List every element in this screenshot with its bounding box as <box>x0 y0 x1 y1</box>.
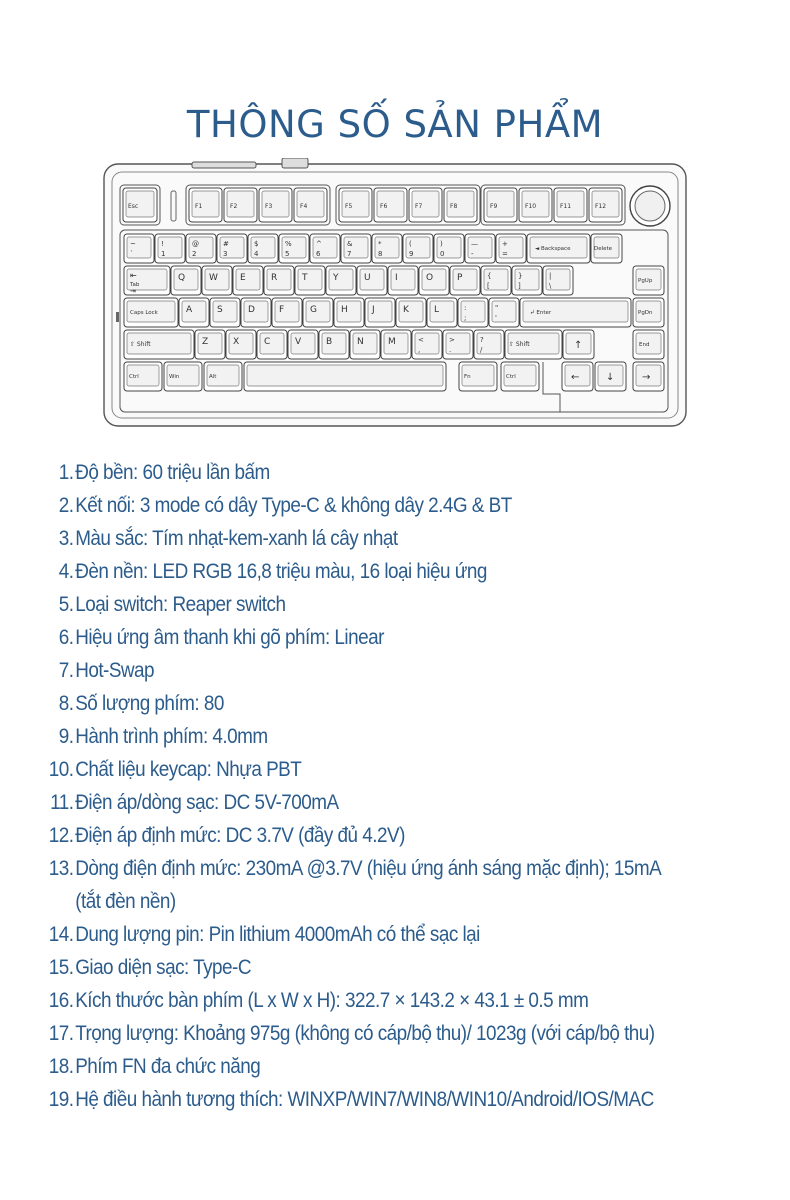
shift-label: ⇧ Shift <box>509 341 530 348</box>
spec-number: 7. <box>58 658 74 682</box>
spec-text: Màu sắc: Tím nhạt-kem-xanh lá cây nhạt <box>75 526 398 550</box>
keycap <box>257 330 287 359</box>
keycap <box>155 234 185 263</box>
key-label: V <box>295 337 302 347</box>
spec-number: 19. <box>48 1087 74 1111</box>
key-label: N <box>357 337 364 347</box>
key-label: F1 <box>195 203 203 210</box>
key-label: . <box>449 346 452 354</box>
keycap <box>259 188 292 222</box>
keyboard-illustration <box>100 158 690 430</box>
key-label: ` <box>130 250 134 258</box>
key-label: 3 <box>223 250 228 258</box>
keycap <box>396 298 426 327</box>
keycap <box>210 298 240 327</box>
spec-number: 14. <box>48 922 74 946</box>
key-label: Z <box>202 337 209 347</box>
keycap <box>124 234 154 263</box>
keycap <box>374 188 407 222</box>
key-label: ) <box>440 240 443 248</box>
keycap <box>326 266 356 295</box>
spec-item <box>40 720 674 753</box>
keycap <box>543 266 573 295</box>
spec-item <box>40 1083 674 1116</box>
arrow-down-icon: ↓ <box>606 372 615 383</box>
keycap <box>303 298 333 327</box>
key-label: K <box>403 305 409 315</box>
keycap <box>171 266 201 295</box>
spec-text: Kích thước bàn phím (L x W x H): 322.7 × 143.2 × 43.1 ± 0.5 mm <box>75 988 589 1012</box>
keycap <box>341 234 371 263</box>
key-label: A <box>186 305 193 315</box>
key-label: H <box>341 305 348 315</box>
key-label: 9 <box>409 250 414 258</box>
keycap <box>189 188 222 222</box>
key-label: 2 <box>192 250 197 258</box>
keycap <box>310 234 340 263</box>
key-label: F9 <box>490 203 498 210</box>
key-label: R <box>271 273 278 283</box>
mode-switch <box>192 162 256 168</box>
spec-number: 10. <box>48 757 74 781</box>
key-label: D <box>248 305 255 315</box>
key-label: G <box>310 305 317 315</box>
key-label: C <box>264 337 271 347</box>
page-title: THÔNG SỐ SẢN PHẨM <box>186 102 604 146</box>
key-label: = <box>502 250 508 258</box>
key-label: Caps Lock <box>130 310 158 316</box>
keycap-top <box>247 365 443 386</box>
key-label: 8 <box>378 250 383 258</box>
spec-item <box>40 819 674 852</box>
key-label: E <box>240 273 246 283</box>
key-label: ~ <box>130 240 136 248</box>
key-label: Ctrl <box>506 374 516 380</box>
spec-number: 3. <box>58 526 74 550</box>
key-label: Esc <box>128 203 139 210</box>
key-label: F8 <box>450 203 458 210</box>
spec-item <box>40 1017 674 1050</box>
key-label: O <box>426 273 434 283</box>
key-label: — <box>471 240 478 248</box>
key-label: Tab <box>130 282 140 288</box>
key-label: F7 <box>415 203 423 210</box>
arrow-left-icon: ← <box>571 372 580 383</box>
key-label: F10 <box>525 203 537 210</box>
key-label: F <box>279 305 285 315</box>
keycap <box>388 266 418 295</box>
key-label: 5 <box>285 250 290 258</box>
spec-number: 6. <box>58 625 74 649</box>
spec-number: 1. <box>58 460 74 484</box>
key-label: Delete <box>594 246 613 252</box>
spec-number: 4. <box>58 559 74 583</box>
key-label: F12 <box>595 203 607 210</box>
spec-item <box>40 555 674 588</box>
shift-label: ⇧ Shift <box>130 341 151 348</box>
spec-item <box>40 687 674 720</box>
key-label: - <box>471 250 474 258</box>
key-label: M <box>388 337 396 347</box>
key-label: U <box>364 273 371 283</box>
side-indicator <box>116 312 119 322</box>
spec-item <box>40 786 674 819</box>
key-label: & <box>347 240 353 248</box>
enter-label: ↲ Enter <box>530 310 552 316</box>
key-label: $ <box>254 240 259 248</box>
key-label: ; <box>464 314 467 322</box>
key-label: Alt <box>209 374 217 380</box>
keycap <box>339 188 372 222</box>
key-label: PgUp <box>638 278 653 284</box>
key-label: B <box>326 337 333 347</box>
key-label: \ <box>549 282 552 290</box>
spec-text: Hiệu ứng âm thanh khi gõ phím: Linear <box>75 625 384 649</box>
key-label: < <box>418 336 424 344</box>
keycap <box>186 234 216 263</box>
key-label: ' <box>495 314 497 322</box>
keycap <box>241 298 271 327</box>
key-label: P <box>457 273 463 283</box>
spec-number: 12. <box>48 823 74 847</box>
key-label: { <box>487 272 492 280</box>
keycap <box>279 234 309 263</box>
key-label: F5 <box>345 203 353 210</box>
keycap <box>512 266 542 295</box>
spec-number: 11. <box>50 790 74 814</box>
keycap <box>443 330 473 359</box>
spec-number: 2. <box>58 493 74 517</box>
key-label: F4 <box>300 203 308 210</box>
keycap <box>427 298 457 327</box>
key-label: L <box>434 305 440 315</box>
keycap <box>444 188 477 222</box>
spacebar <box>244 362 446 391</box>
keycap <box>334 298 364 327</box>
key-label: F11 <box>560 203 572 210</box>
keycap <box>403 234 433 263</box>
keycap <box>224 188 257 222</box>
key-label: End <box>639 342 650 348</box>
keycap <box>350 330 380 359</box>
spec-text: Dung lượng pin: Pin lithium 4000mAh có thể sạc lại <box>75 922 480 946</box>
spec-text: Trọng lượng: Khoảng 975g (không có cáp/bộ thu)/ 1023g (với cáp/bộ thu) <box>75 1021 655 1045</box>
key-label: ^ <box>316 240 322 248</box>
key-label: ? <box>480 336 484 344</box>
keycap <box>295 266 325 295</box>
keycap <box>195 330 225 359</box>
key-label: > <box>449 336 455 344</box>
spec-item <box>40 918 674 951</box>
spec-number: 15. <box>48 955 74 979</box>
keycap <box>226 330 256 359</box>
spec-text: Phím FN đa chức năng <box>75 1054 261 1078</box>
key-label: 7 <box>347 250 352 258</box>
keycap <box>409 188 442 222</box>
key-label: 6 <box>316 250 321 258</box>
key-label: [ <box>487 282 490 290</box>
key-label: # <box>223 240 229 248</box>
spec-number: 5. <box>58 592 74 616</box>
key-label: PgDn <box>638 310 653 316</box>
keycap <box>381 330 411 359</box>
backspace-label: ◄ Backspace <box>535 246 571 252</box>
keycap <box>294 188 327 222</box>
key-label: W <box>209 273 218 283</box>
spec-item <box>40 522 674 555</box>
spec-item <box>40 654 674 687</box>
key-label: 4 <box>254 250 259 258</box>
key-label: F2 <box>230 203 238 210</box>
keycap <box>179 298 209 327</box>
key-label: Fn <box>464 374 471 380</box>
key-label: % <box>285 240 292 248</box>
key-label: } <box>518 272 523 280</box>
keycap <box>474 330 504 359</box>
key-label: ! <box>161 240 164 248</box>
keycap <box>419 266 449 295</box>
spec-number: 17. <box>48 1021 74 1045</box>
key-label: 0 <box>440 250 445 258</box>
key-label: Win <box>169 374 180 380</box>
spec-item <box>40 951 674 984</box>
keycap <box>489 298 519 327</box>
key-label: ( <box>409 240 412 248</box>
spec-text: Điện áp/dòng sạc: DC 5V-700mA <box>75 790 339 814</box>
key-label: ] <box>518 282 521 290</box>
keycap <box>372 234 402 263</box>
key-label: Y <box>333 273 339 283</box>
volume-knob-inner <box>635 191 665 221</box>
key-label: " <box>495 304 499 312</box>
keycap <box>288 330 318 359</box>
key-label: * <box>378 240 382 248</box>
spec-text: Hệ điều hành tương thích: WINXP/WIN7/WIN8/WIN10/Android/IOS/MAC <box>75 1087 654 1111</box>
keycap <box>217 234 247 263</box>
spec-number: 13. <box>48 856 74 880</box>
spec-text: Hot-Swap <box>75 658 155 682</box>
keycap <box>412 330 442 359</box>
keycap <box>434 234 464 263</box>
spec-text: Hành trình phím: 4.0mm <box>75 724 268 748</box>
key-label: I <box>395 273 398 283</box>
key-label: 1 <box>161 250 166 258</box>
keycap <box>450 266 480 295</box>
key-label: : <box>464 304 467 312</box>
spec-item <box>40 489 674 522</box>
spec-list <box>40 456 674 1116</box>
spec-text: Chất liệu keycap: Nhựa PBT <box>75 757 302 781</box>
key-label: Q <box>178 273 186 283</box>
spec-item <box>40 852 674 918</box>
spec-text: Điện áp định mức: DC 3.7V (đầy đủ 4.2V) <box>75 823 405 847</box>
spec-text: Số lượng phím: 80 <box>75 691 224 715</box>
spec-item <box>40 1050 674 1083</box>
keycap <box>484 188 517 222</box>
key-label: T <box>302 273 308 283</box>
key-label: | <box>549 272 552 280</box>
spec-text: Đèn nền: LED RGB 16,8 triệu màu, 16 loại hiệu ứng <box>75 559 487 583</box>
arrow-up-icon: ↑ <box>574 340 583 351</box>
arrow-right-icon: → <box>642 372 651 383</box>
spec-text: Độ bền: 60 triệu lần bấm <box>75 460 270 484</box>
keycap <box>357 266 387 295</box>
spec-number: 16. <box>48 988 74 1012</box>
spec-item <box>40 588 674 621</box>
spec-text: Loại switch: Reaper switch <box>75 592 286 616</box>
spec-item <box>40 753 674 786</box>
keycap <box>233 266 263 295</box>
keycap <box>481 266 511 295</box>
key-label: J <box>372 305 375 315</box>
spec-text: Giao diện sạc: Type-C <box>75 955 251 979</box>
usb-port <box>282 158 308 168</box>
keycap <box>458 298 488 327</box>
spec-item <box>40 984 674 1017</box>
key-label: S <box>217 305 223 315</box>
key-label: F3 <box>265 203 273 210</box>
spec-number: 18. <box>48 1054 74 1078</box>
key-label: X <box>233 337 240 347</box>
tab-arrow: ⇥ <box>130 287 136 295</box>
spec-text: Kết nối: 3 mode có dây Type-C & không dây 2.4G & BT <box>75 493 512 517</box>
keycap <box>319 330 349 359</box>
keycap <box>465 234 495 263</box>
spec-item <box>40 621 674 654</box>
spec-text: Dòng điện định mức: 230mA @3.7V (hiệu ứng ánh sáng mặc định); 15mA (tắt đèn nền) <box>75 856 661 913</box>
key-label: / <box>480 346 483 354</box>
tab-arrow: ⇤ <box>130 271 137 280</box>
key-label: Ctrl <box>129 374 139 380</box>
keycap <box>496 234 526 263</box>
spec-item <box>40 456 674 489</box>
key-label: + <box>502 240 508 248</box>
spec-number: 9. <box>58 724 74 748</box>
keycap <box>248 234 278 263</box>
key-label: @ <box>192 240 199 248</box>
keycap <box>272 298 302 327</box>
key-label: , <box>418 346 421 354</box>
keycap <box>264 266 294 295</box>
key-label: F6 <box>380 203 388 210</box>
spec-number: 8. <box>58 691 74 715</box>
keycap <box>365 298 395 327</box>
